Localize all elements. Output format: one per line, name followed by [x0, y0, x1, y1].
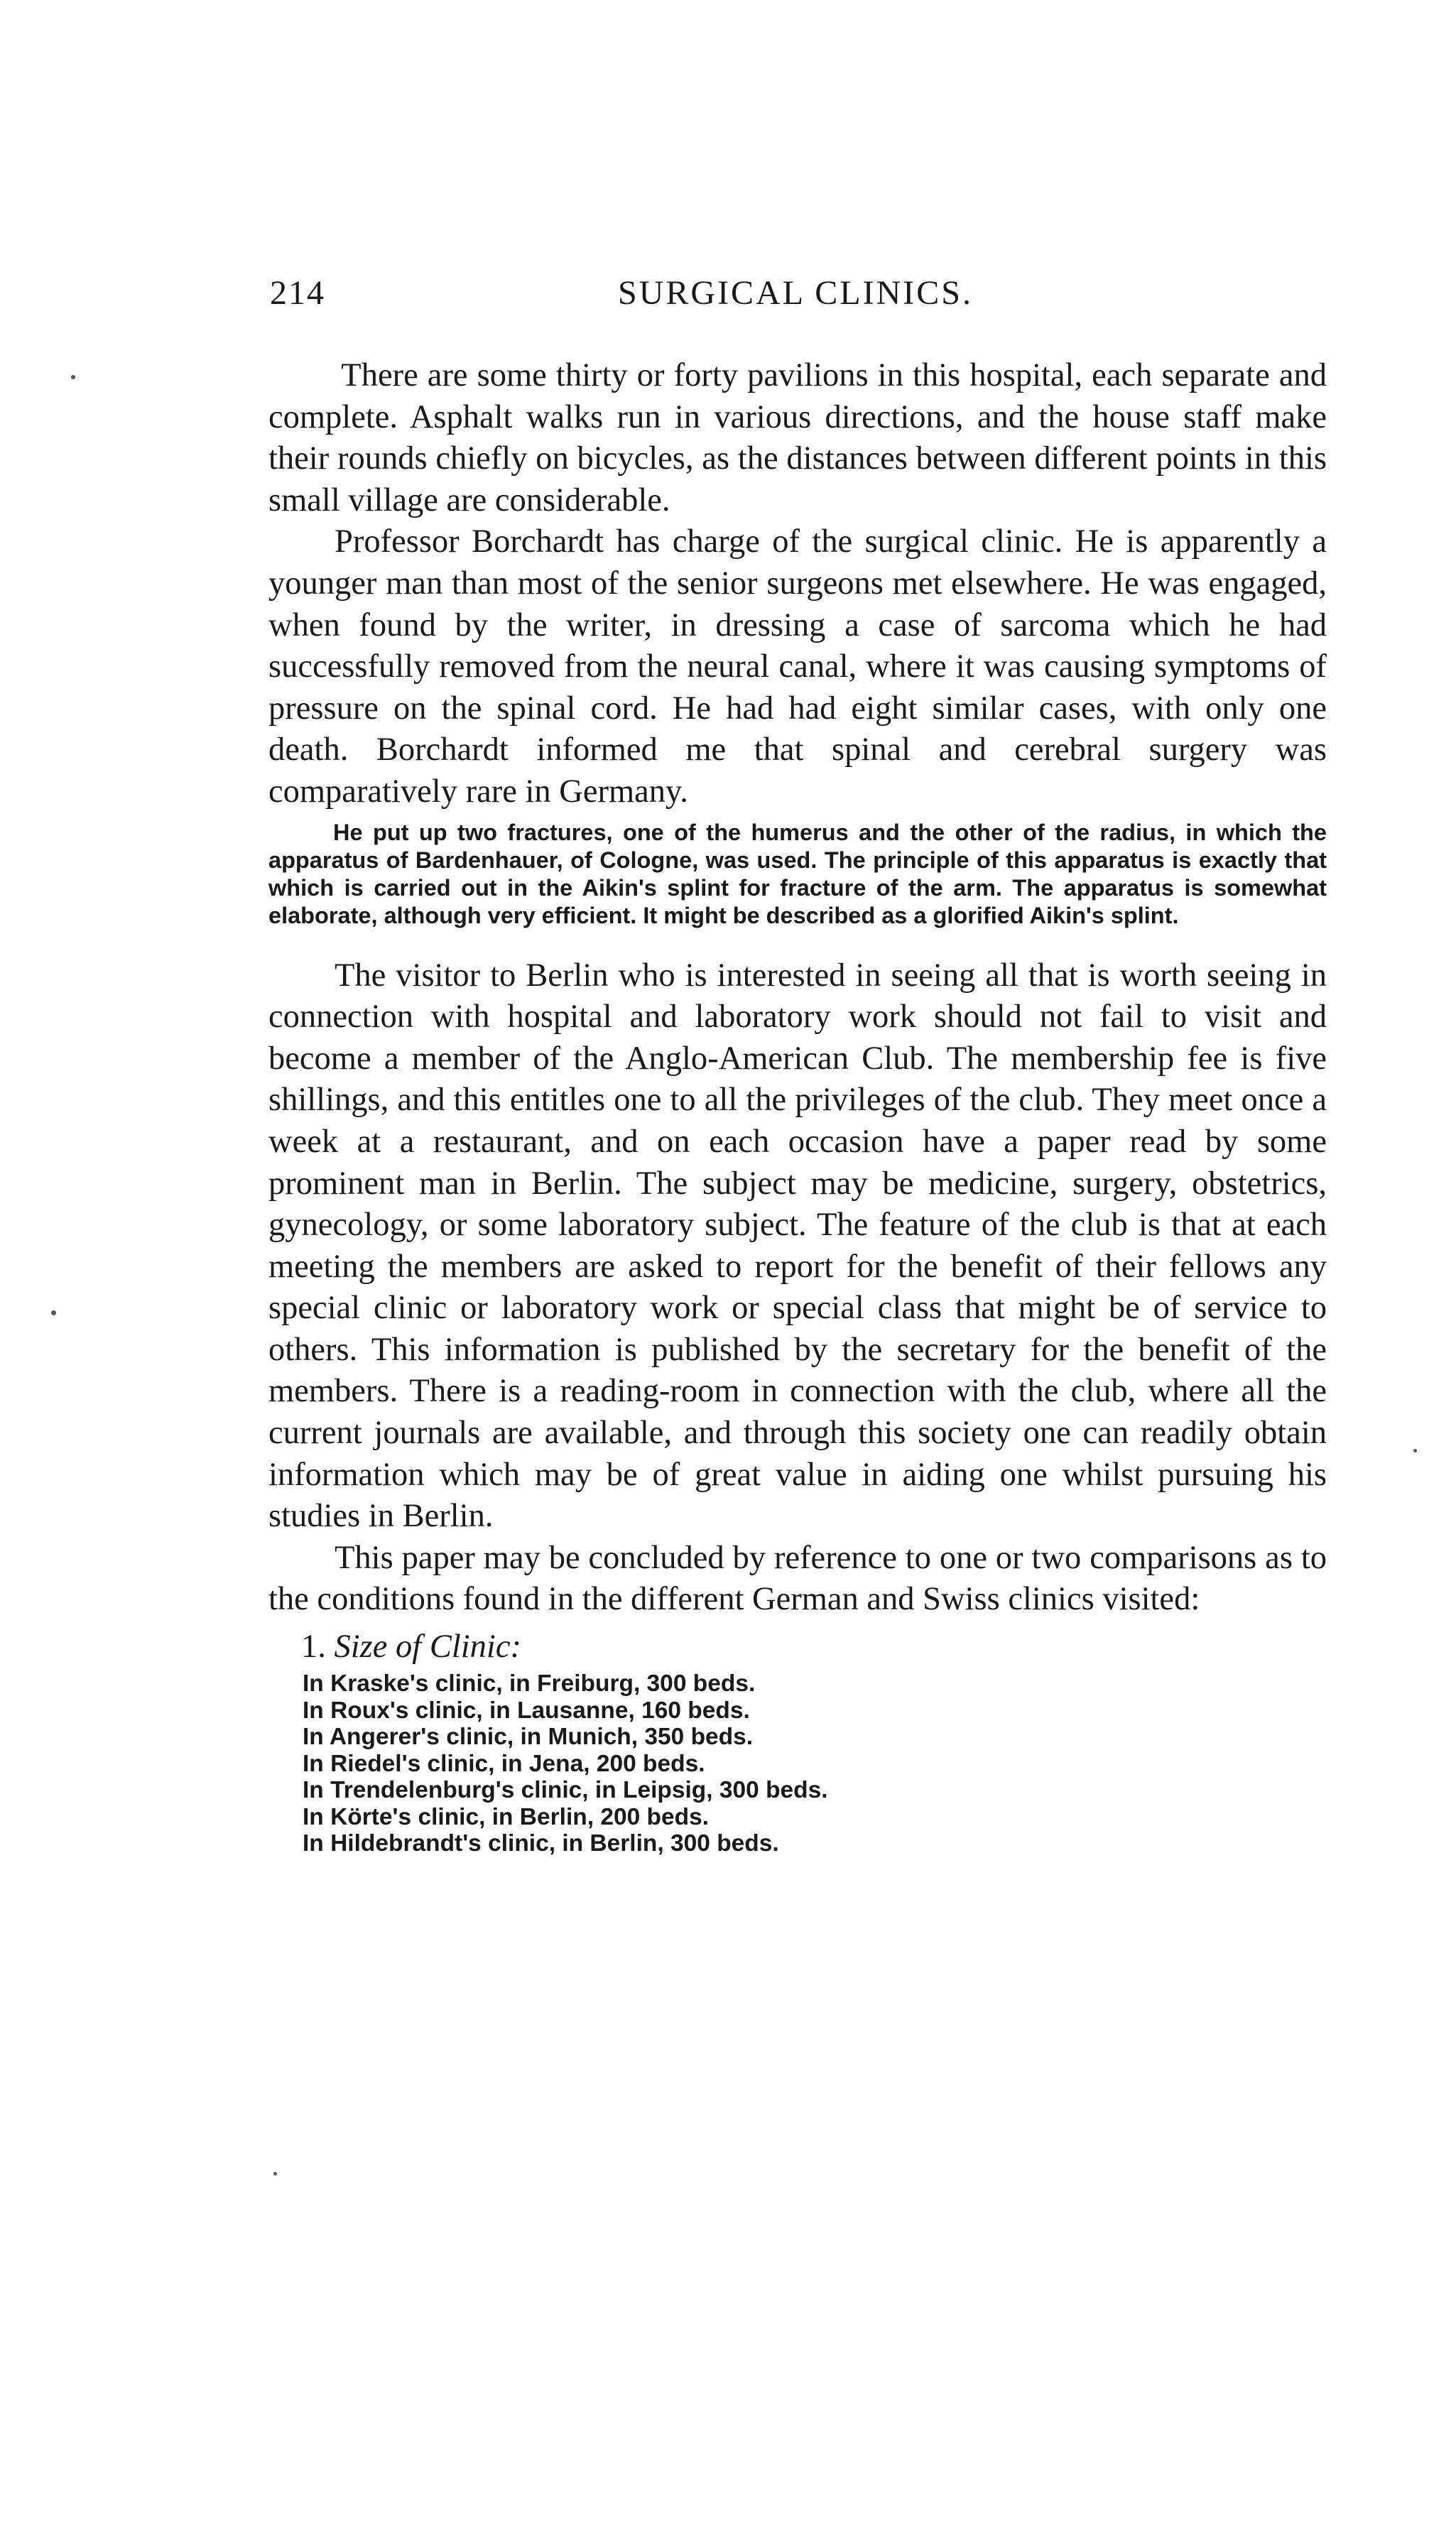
list-item: In Angerer's clinic, in Munich, 350 beds.: [303, 1724, 754, 1751]
running-head: [270, 273, 1321, 323]
speck: [51, 1310, 56, 1315]
small-print-note: He put up two fractures, one of the humerus and the other of the radius, in which the apparatus of Bardenhauer, of Cologne, was used. The principle of this apparatus is exactly that which is carried out in the Aikin's splint for fracture of the arm. The apparatus is somewhat elaborate, although very efficient. It might be described as a glorified Aikin's splint.: [268, 819, 1327, 928]
list-item: In Riedel's clinic, in Jena, 200 beds.: [303, 1750, 705, 1777]
paragraph-pavilions: There are some thirty or forty pavilions in this hospital, each separate and complete. Asphalt walks run in various directions, and the house staff make their rounds chiefly on bicycles, as the distances between different points in this small village are considerable.: [268, 357, 1327, 518]
body-text: [268, 355, 1327, 1857]
running-title: SURGICAL CLINICS.: [618, 274, 973, 312]
list-heading: [268, 1626, 1327, 1668]
paragraph-comparisons: This paper may be concluded by reference to one or two comparisons as to the conditions found in the different German and Swiss clinics visited:: [268, 1539, 1327, 1618]
page-number: 214: [270, 274, 325, 312]
list-item: In Roux's clinic, in Lausanne, 160 beds.: [303, 1697, 750, 1724]
speck: [273, 2172, 277, 2175]
list-number: 1.: [301, 1629, 326, 1665]
list-item: In Trendelenburg's clinic, in Leipsig, 300 beds.: [303, 1777, 828, 1804]
list-label: Size of Clinic:: [334, 1629, 521, 1665]
paragraph-anglo-american-club: The visitor to Berlin who is interested in seeing all that is worth seeing in connection with hospital and laboratory work should not fail to visit and become a member of the Anglo-American Club. The membership fee is five shillings, and this entitles one to all the privileges of the club. They meet once a week at a restaurant, and on each occasion have a paper read by some prominent man in Berlin. The subject may be medicine, surgery, obstetrics, gynecology, or some laboratory subject. The feature of the club is that at each meeting the members are asked to report for the benefit of their fellows any special clinic or laboratory work or special class that might be of service to others. This information is published by the secretary for the benefit of the members. There is a reading-room in connection with the club, where all the current journals are available, and through this society one can readily obtain information which may be of great value in aiding one whilst pursuing his studies in Berlin.: [268, 957, 1327, 1535]
list-item: In Hildebrandt's clinic, in Berlin, 300 beds.: [303, 1830, 779, 1857]
list-item: In Körte's clinic, in Berlin, 200 beds.: [303, 1803, 710, 1830]
list-item: In Kraske's clinic, in Freiburg, 300 beds.: [303, 1670, 756, 1697]
speck: [71, 375, 75, 379]
speck: [1413, 1449, 1417, 1452]
clinic-list: [268, 1670, 1327, 1857]
paragraph-borchardt: Professor Borchardt has charge of the surgical clinic. He is apparently a younger man than most of the senior surgeons met elsewhere. He was engaged, when found by the writer, in dressing a case of sarcoma which he had successfully removed from the neural canal, where it was causing symptoms of pressure on the spinal cord. He had had eight similar cases, with only one death. Borchardt informed me that spinal and cerebral surgery was comparatively rare in Germany.: [268, 523, 1327, 810]
